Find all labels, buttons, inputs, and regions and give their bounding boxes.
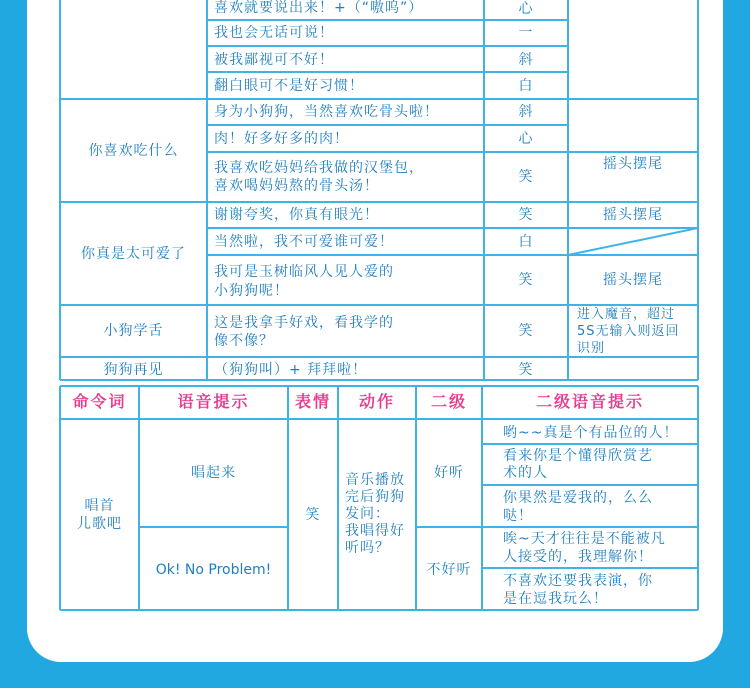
command-word: 狗狗再见 xyxy=(103,362,164,378)
command-word: 小狗学舌 xyxy=(103,323,164,339)
header-action: 动作 xyxy=(358,392,395,411)
cell-expression: 心 xyxy=(518,131,534,147)
cell-phrase: 翻白眼可不是好习惯！ xyxy=(214,78,364,94)
level2-voice: 术的人 xyxy=(503,465,548,481)
level2-voice: 你果然是爱我的，么么 xyxy=(503,490,653,506)
cell-phrase: 身为小狗狗，当然喜欢吃骨头啦！ xyxy=(214,104,439,120)
header-voice-prompt: 语音提示 xyxy=(177,392,250,411)
cell-phrase: 小狗狗呢！ xyxy=(214,283,289,299)
level2-voice: 哒！ xyxy=(503,508,533,524)
cell-action: 5S无输入则返回 xyxy=(577,324,680,339)
cell-expression: 斜 xyxy=(518,52,534,68)
cell-expression: 笑 xyxy=(305,507,321,523)
level2-voice: 不喜欢还要我表演，你 xyxy=(503,573,653,589)
cell-phrase: 喜欢就要说出来！+（“嗷呜”） xyxy=(214,0,424,16)
cell-action: 完后狗狗 xyxy=(345,489,405,505)
cell-expression: 一 xyxy=(518,25,534,41)
cell-action: 我唱得好 xyxy=(345,523,405,539)
voice-prompt: 唱起来 xyxy=(191,465,236,481)
command-word: 儿歌吧 xyxy=(77,516,122,532)
cell-expression: 心 xyxy=(518,1,534,17)
cell-expression: 笑 xyxy=(518,323,534,339)
cell-phrase: 这是我拿手好戏，看我学的 xyxy=(214,315,394,331)
cell-action: 摇头摆尾 xyxy=(603,207,663,223)
cell-action: 进入魔音，超过 xyxy=(577,307,676,322)
cell-action: 音乐播放 xyxy=(345,472,405,488)
command-word: 唱首 xyxy=(84,498,115,514)
cell-phrase: （狗狗叫）+ 拜拜啦！ xyxy=(214,362,368,378)
header-level2: 二级 xyxy=(430,392,467,411)
cell-action: 发问： xyxy=(345,506,390,522)
level2-voice: 人接受的，我理解你！ xyxy=(503,549,653,565)
level2-voice: 看来你是个懂得欣赏艺 xyxy=(503,448,653,464)
cell-phrase: 我可是玉树临风人见人爱的 xyxy=(214,264,394,280)
level2-voice: 是在逗我玩么！ xyxy=(503,591,608,607)
header-expression: 表情 xyxy=(294,392,331,411)
cell-phrase: 像不像？ xyxy=(214,333,274,349)
cell-action: 听吗？ xyxy=(345,540,390,556)
level2-option: 不好听 xyxy=(426,562,472,578)
cell-phrase: 我也会无话可说！ xyxy=(214,25,334,41)
level2-option: 好听 xyxy=(434,465,464,481)
cell-phrase: 喜欢喝妈妈熬的骨头汤！ xyxy=(214,178,379,194)
cell-expression: 笑 xyxy=(518,272,534,288)
header-command: 命令词 xyxy=(72,392,127,411)
cell-phrase: 我喜欢吃妈妈给我做的汉堡包， xyxy=(214,160,424,176)
cell-action: 摇头摆尾 xyxy=(603,156,663,172)
command-word: 你喜欢吃什么 xyxy=(88,143,179,159)
cell-action: 识别 xyxy=(577,341,606,356)
cell-phrase: 谢谢夸奖，你真有眼光！ xyxy=(214,207,379,223)
cell-phrase: 当然啦，我不可爱谁可爱！ xyxy=(214,234,394,250)
cell-expression: 斜 xyxy=(518,104,534,120)
cell-expression: 笑 xyxy=(518,362,534,378)
header-level2-voice: 二级语音提示 xyxy=(535,392,644,411)
cell-expression: 笑 xyxy=(518,207,534,223)
cell-phrase: 肉！好多好多的肉！ xyxy=(214,131,349,147)
level2-voice: 唉~天才往往是不能被凡 xyxy=(503,531,666,547)
cell-expression: 白 xyxy=(518,234,534,250)
cell-phrase: 被我鄙视可不好！ xyxy=(214,52,334,68)
voice-prompt: Ok! No Problem! xyxy=(155,562,272,578)
cell-action: 摇头摆尾 xyxy=(603,272,663,288)
level2-voice: 哟~~真是个有品位的人！ xyxy=(503,425,679,441)
cell-expression: 笑 xyxy=(518,169,534,185)
cell-expression: 白 xyxy=(518,78,534,94)
command-word: 你真是太可爱了 xyxy=(81,246,186,262)
